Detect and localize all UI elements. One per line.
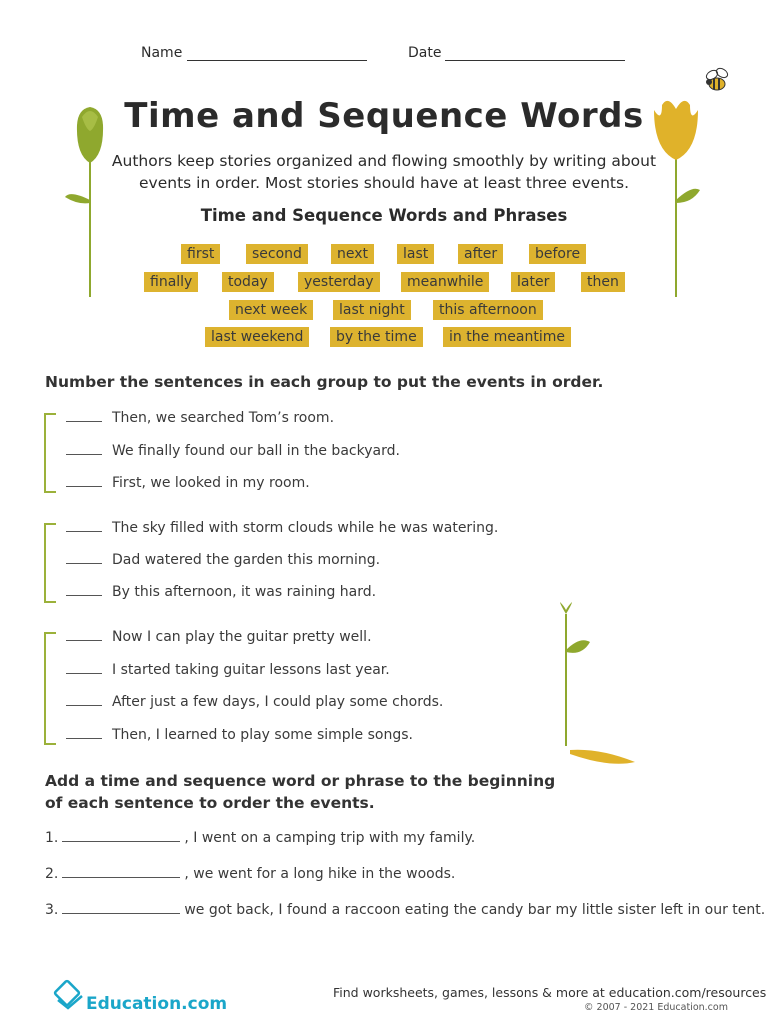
word-bank-heading: Time and Sequence Words and Phrases: [200, 206, 568, 225]
sentence-item: After just a few days, I could play some chords.: [66, 694, 443, 710]
answer-blank[interactable]: [62, 877, 180, 878]
word-chip: meanwhile: [401, 272, 489, 292]
number-blank[interactable]: [66, 486, 102, 487]
word-chip: next week: [229, 300, 313, 320]
word-chip: after: [458, 244, 503, 264]
date-label: Date: [408, 45, 442, 61]
word-chip: last weekend: [205, 327, 309, 347]
word-chip: today: [222, 272, 274, 292]
sentence-item: The sky filled with storm clouds while he was watering.: [66, 520, 498, 536]
word-chip: second: [246, 244, 308, 264]
word-chip: in the meantime: [443, 327, 571, 347]
education-logo-text: Education.com: [86, 994, 228, 1014]
name-label: Name: [141, 45, 183, 61]
sentence-item: Then, I learned to play some simple songs.: [66, 727, 413, 743]
fill-item: 2. , we went for a long hike in the woods.: [45, 866, 456, 882]
word-chip: then: [581, 272, 625, 292]
sentence-item: By this afternoon, it was raining hard.: [66, 584, 376, 600]
word-chip: this afternoon: [433, 300, 543, 320]
sentence-item: I started taking guitar lessons last year.: [66, 662, 390, 678]
fill-item: 3. we got back, I found a raccoon eating the candy bar my little sister left in our tent.: [45, 902, 766, 918]
footer-copyright: © 2007 - 2021 Education.com: [584, 1002, 728, 1013]
number-blank[interactable]: [66, 595, 102, 596]
word-chip: finally: [144, 272, 198, 292]
education-logo-icon: [52, 978, 86, 1012]
sentence-item: First, we looked in my room.: [66, 475, 310, 491]
number-blank[interactable]: [66, 563, 102, 564]
group-bracket: [44, 523, 56, 603]
word-chip: by the time: [330, 327, 423, 347]
sentence-item: Now I can play the guitar pretty well.: [66, 629, 372, 645]
sentence-item: We finally found our ball in the backyard.: [66, 443, 400, 459]
sentence-item: Then, we searched Tom’s room.: [66, 410, 334, 426]
word-chip: later: [511, 272, 555, 292]
intro-text: Authors keep stories organized and flowing smoothly by writing about events in order. Most stories should have at least three events.: [111, 152, 657, 192]
section1-instruction: Number the sentences in each group to put the events in order.: [45, 373, 604, 391]
number-blank[interactable]: [66, 673, 102, 674]
number-blank[interactable]: [66, 421, 102, 422]
number-blank[interactable]: [66, 705, 102, 706]
word-chip: yesterday: [298, 272, 380, 292]
sprout-icon: [540, 600, 640, 770]
word-chip: first: [181, 244, 220, 264]
number-blank[interactable]: [66, 738, 102, 739]
group-bracket: [44, 413, 56, 493]
date-field[interactable]: [445, 60, 625, 61]
word-chip: next: [331, 244, 374, 264]
word-chip: last: [397, 244, 434, 264]
page-title: Time and Sequence Words: [124, 96, 644, 136]
fill-item: 1. , I went on a camping trip with my family.: [45, 830, 476, 846]
answer-blank[interactable]: [62, 841, 180, 842]
word-chip: last night: [333, 300, 411, 320]
sentence-item: Dad watered the garden this morning.: [66, 552, 380, 568]
number-blank[interactable]: [66, 531, 102, 532]
number-blank[interactable]: [66, 454, 102, 455]
answer-blank[interactable]: [62, 913, 180, 914]
footer-tagline: Find worksheets, games, lessons & more at education.com/resources: [333, 985, 767, 1000]
name-field[interactable]: [187, 60, 367, 61]
word-chip: before: [529, 244, 586, 264]
number-blank[interactable]: [66, 640, 102, 641]
bee-icon: [700, 65, 734, 99]
group-bracket: [44, 632, 56, 745]
section2-instruction: Add a time and sequence word or phrase to the beginning of each sentence to order the events.: [45, 772, 556, 812]
